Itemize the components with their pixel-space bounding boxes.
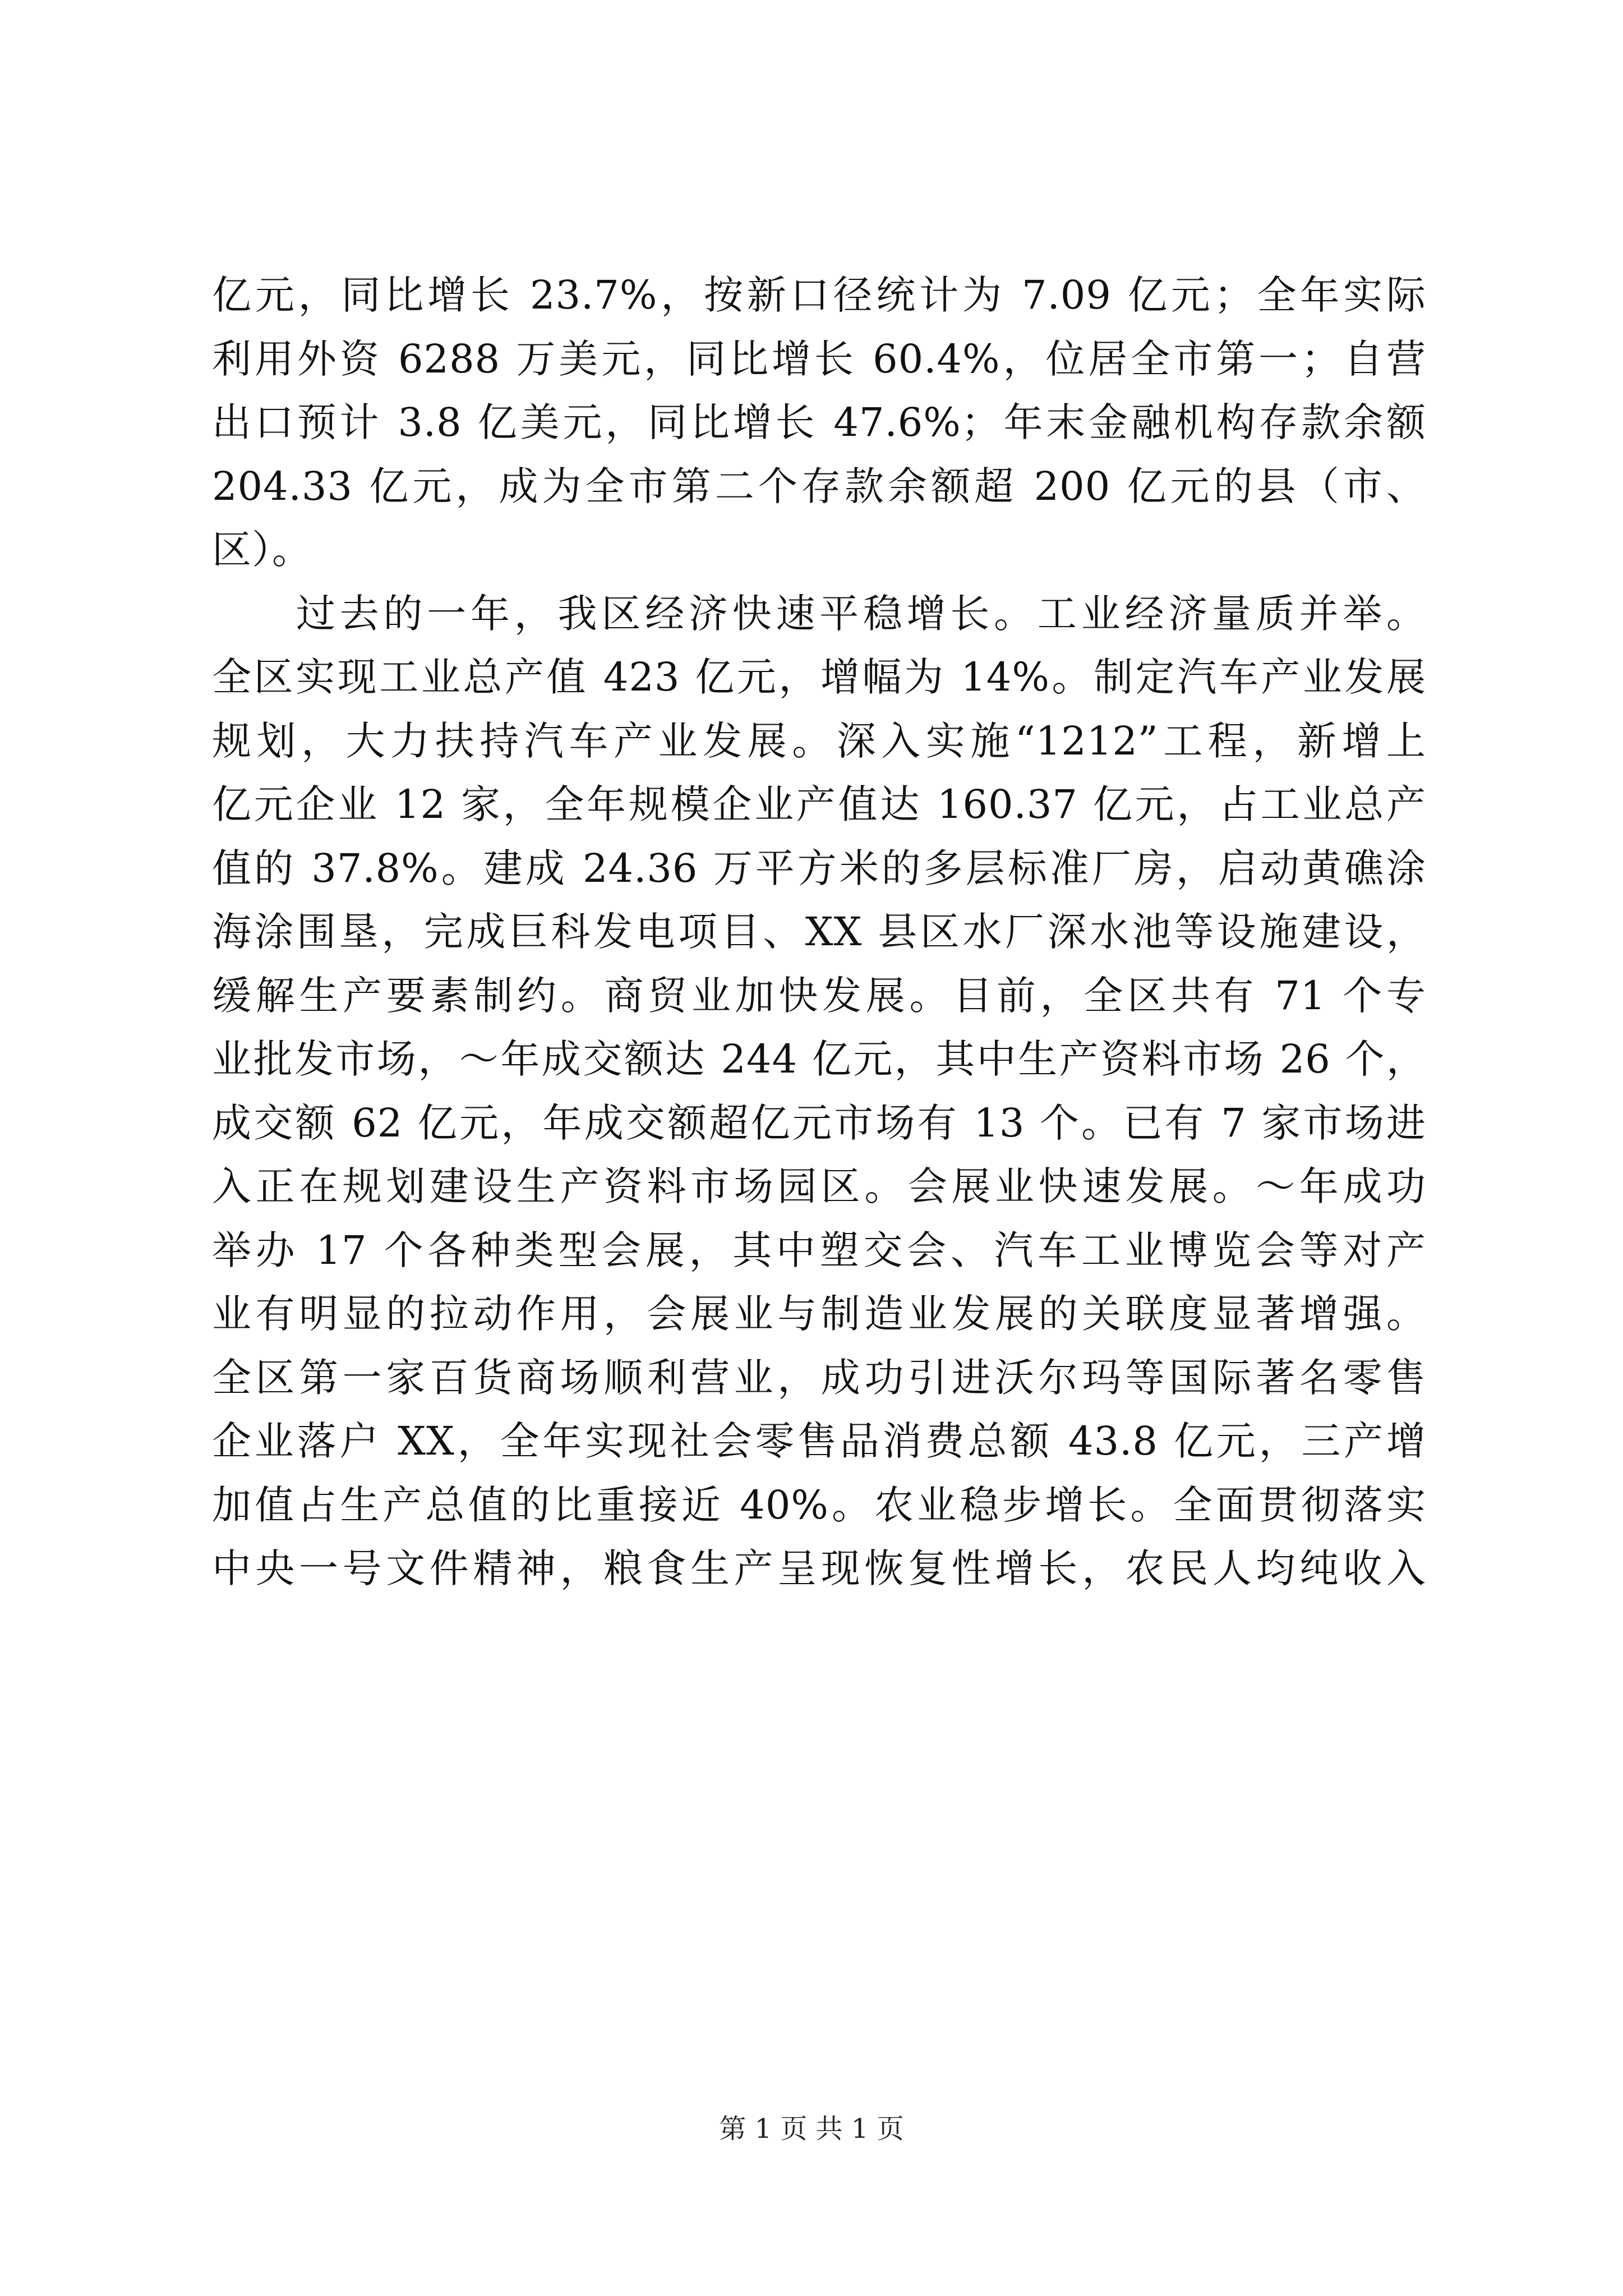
text-line: 缓解生产要素制约。商贸业加快发展。目前，全区共有 71 个专 <box>212 972 1426 1019</box>
text-line: 成交额 62 亿元，年成交额超亿元市场有 13 个。已有 7 家市场进 <box>212 1099 1426 1146</box>
text-line: 业有明显的拉动作用，会展业与制造业发展的关联度显著增强。 <box>212 1291 1426 1337</box>
text-line: 区）。 <box>212 527 312 573</box>
document-body <box>212 264 1426 1601</box>
text-line: 出口预计 3.8 亿美元，同比增长 47.6%；年末金融机构存款余额 <box>212 399 1426 445</box>
text-line: 利用外资 6288 万美元，同比增长 60.4%，位居全市第一；自营 <box>212 335 1426 382</box>
page-number: 第 1 页 共 1 页 <box>719 2113 904 2145</box>
text-line: 全区第一家百货商场顺利营业，成功引进沃尔玛等国际著名零售 <box>212 1354 1426 1401</box>
text-line: 举办 17 个各种类型会展，其中塑交会、汽车工业博览会等对产 <box>212 1227 1426 1273</box>
text-line: 海涂围垦，完成巨科发电项目、XX 县区水厂深水池等设施建设， <box>212 909 1426 955</box>
text-line: 加值占生产总值的比重接近 40%。农业稳步增长。全面贯彻落实 <box>212 1481 1426 1528</box>
text-line: 入正在规划建设生产资料市场园区。会展业快速发展。～年成功 <box>212 1163 1426 1209</box>
text-line: 规划，大力扶持汽车产业发展。深入实施“1212”工程，新增上 <box>212 717 1426 764</box>
paragraph-first-line: 过去的一年，我区经济快速平稳增长。工业经济量质并举。 <box>296 590 1426 637</box>
text-line: 204.33 亿元，成为全市第二个存款余额超 200 亿元的县（市、 <box>212 463 1426 509</box>
text-line: 亿元，同比增长 23.7%，按新口径统计为 7.09 亿元；全年实际 <box>212 272 1426 318</box>
page-footer <box>0 2112 1623 2146</box>
text-line: 中央一号文件精神，粮食生产呈现恢复性增长，农民人均纯收入 <box>212 1545 1426 1591</box>
text-line: 值的 37.8%。建成 24.36 万平方米的多层标准厂房，启动黄礁涂 <box>212 845 1426 891</box>
text-line: 亿元企业 12 家，全年规模企业产值达 160.37 亿元，占工业总产 <box>212 781 1426 827</box>
text-line: 业批发市场，～年成交额达 244 亿元，其中生产资料市场 26 个， <box>212 1036 1426 1082</box>
text-line: 企业落户 XX，全年实现社会零售品消费总额 43.8 亿元，三产增 <box>212 1418 1426 1464</box>
text-line: 全区实现工业总产值 423 亿元，增幅为 14%。制定汽车产业发展 <box>212 654 1426 700</box>
